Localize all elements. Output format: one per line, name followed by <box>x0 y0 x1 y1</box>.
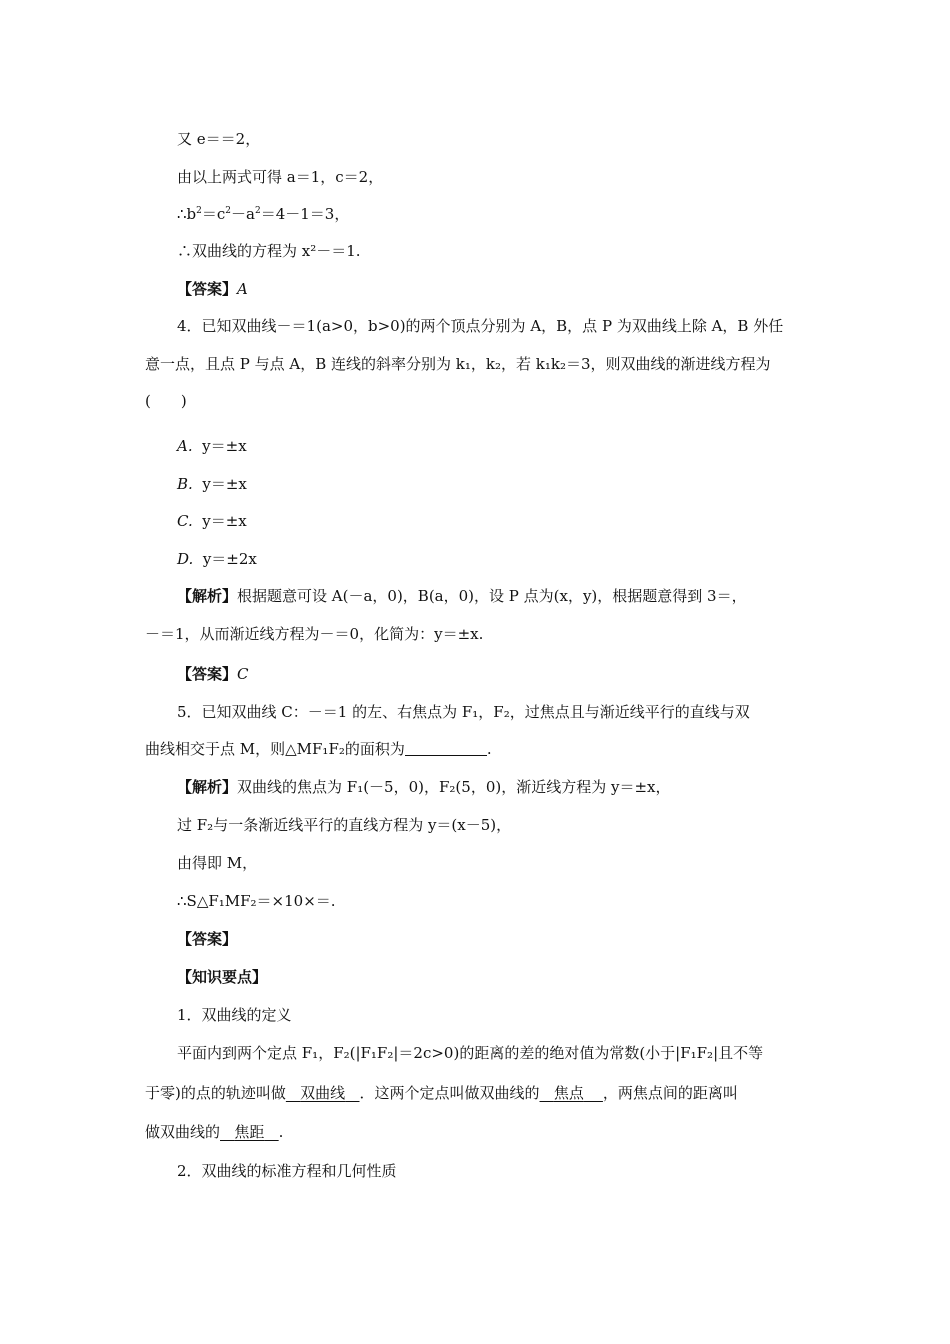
knowledge-heading: 【知识要点】 <box>177 968 268 986</box>
knowledge-item-2: 2．双曲线的标准方程和几何性质 <box>177 1162 397 1180</box>
question-4: ( ) <box>145 392 187 410</box>
option-d: D. y＝±2x <box>177 550 257 568</box>
fill-in-focal-distance: 焦距 <box>234 1123 265 1141</box>
fill-in-foci: 焦点 <box>553 1084 584 1102</box>
analysis-4: －＝1，从而渐近线方程为－＝0，化简为：y＝±x. <box>145 625 484 643</box>
answer-line: 【答案】C <box>177 665 249 683</box>
analysis-5: 【解析】双曲线的焦点为 F₁(－5，0)，F₂(5，0)，渐近线方程为 y＝±x， <box>177 778 671 796</box>
option-b: B. y＝±x <box>177 475 247 493</box>
option-a: A. y＝±x <box>177 437 247 455</box>
analysis-5: ∴S△F₁MF₂＝×10×＝. <box>177 892 336 910</box>
question-4: 意一点，且点 P 与点 A，B 连线的斜率分别为 k₁，k₂，若 k₁k₂＝3，则双曲线的渐进线方程为 <box>145 355 771 373</box>
text-line: 又 e＝＝2， <box>177 130 261 148</box>
question-4: 4．已知双曲线－＝1(a>0，b>0)的两个顶点分别为 A，B，点 P 为双曲线上除 A，B 外任 <box>177 317 784 335</box>
analysis-4: 【解析】根据题意可设 A(－a，0)，B(a，0)，设 P 点为(x，y)，根据题意得到 3＝， <box>177 587 747 605</box>
definition-paragraph: 于零)的点的轨迹叫做 双曲线 ．这两个定点叫做双曲线的 焦点 ，两焦点间的距离叫 <box>145 1084 738 1102</box>
knowledge-item-1: 1．双曲线的定义 <box>177 1006 292 1024</box>
text-line: 由以上两式可得 a＝1，c＝2， <box>177 168 384 186</box>
answer-line: 【答案】 <box>177 930 238 948</box>
definition-paragraph: 做双曲线的 焦距 . <box>145 1123 284 1141</box>
analysis-5: 由得即 M， <box>177 854 258 872</box>
analysis-5: 过 F₂与一条渐近线平行的直线方程为 y＝(x－5)， <box>177 816 512 834</box>
option-c: C. y＝±x <box>177 512 247 530</box>
question-5: 5．已知双曲线 C：－＝1 的左、右焦点为 F₁，F₂，过焦点且与渐近线平行的直线与双 <box>177 703 750 721</box>
text-line: ∴双曲线的方程为 x²－＝1. <box>177 242 361 260</box>
answer-blank <box>405 741 487 756</box>
fill-in-hyperbola: 双曲线 <box>300 1084 346 1102</box>
question-5: 曲线相交于点 M，则△MF₁F₂的面积为 . <box>145 740 492 758</box>
definition-paragraph: 平面内到两个定点 F₁，F₂(|F₁F₂|＝2c>0)的距离的差的绝对值为常数(小于|F₁F₂|且不等 <box>177 1044 764 1062</box>
answer-line: 【答案】A <box>177 280 248 298</box>
text-line: $\therefore b^2=c^2-a^2=4-1=3$， <box>177 205 350 223</box>
